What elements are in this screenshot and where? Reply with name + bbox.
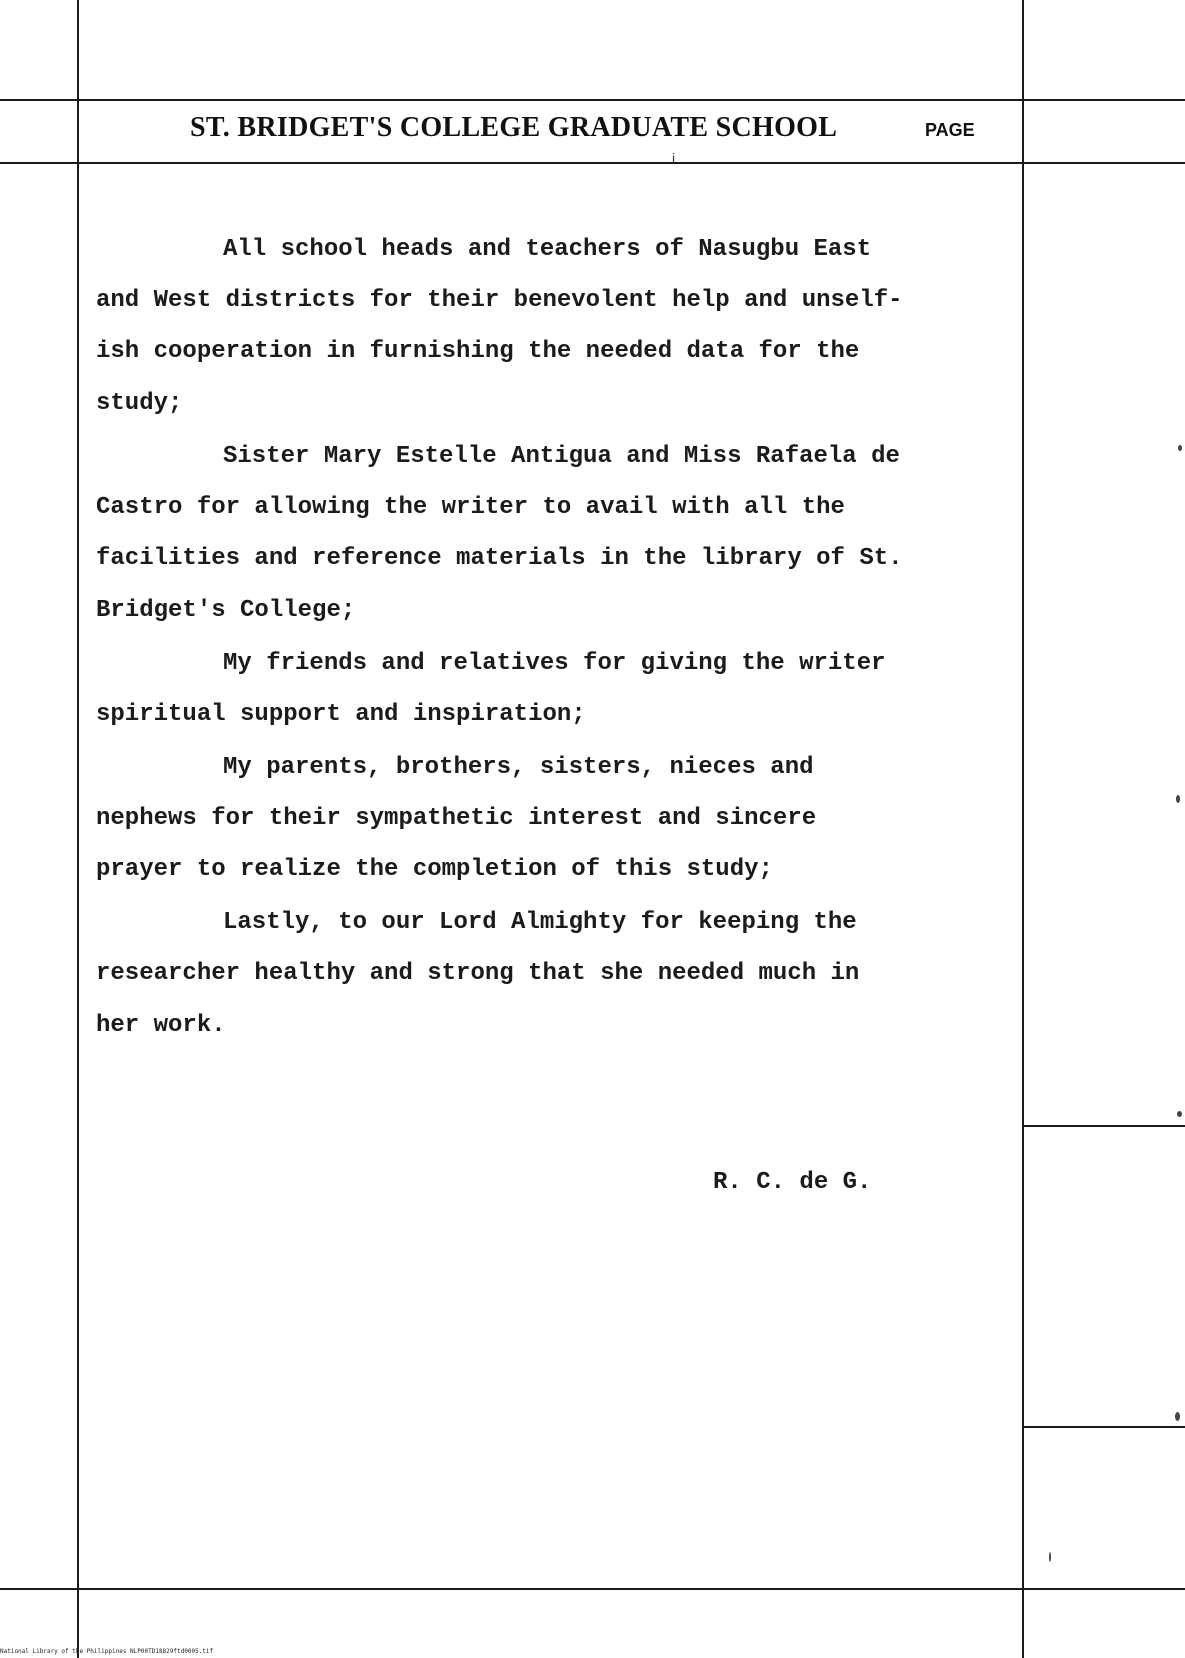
school-header-title: ST. BRIDGET'S COLLEGE GRADUATE SCHOOL: [190, 112, 838, 143]
header-bottom-rule: [0, 162, 1185, 164]
scan-speck: [1177, 1111, 1182, 1117]
paragraph-line: My friends and relatives for giving the writer: [223, 650, 886, 677]
paragraph-line: facilities and reference materials in the library of St.: [96, 545, 903, 572]
footer-rule: [0, 1588, 1185, 1590]
header-top-rule: [0, 99, 1185, 101]
archive-source-line: National Library of the Philippines NLP00TD18829ftd0005.tif: [0, 1648, 214, 1655]
paragraph-line: All school heads and teachers of Nasugbu East: [223, 236, 872, 263]
paragraph-line: and West districts for their benevolent help and unself-: [96, 287, 903, 314]
right-margin-tick-upper: [1024, 1125, 1185, 1127]
right-margin-tick-lower: [1024, 1426, 1185, 1428]
page-label: PAGE: [925, 120, 975, 140]
paragraph-line: nephews for their sympathetic interest and sincere: [96, 805, 817, 832]
scan-speck: [1176, 795, 1180, 803]
scan-speck: [1178, 445, 1182, 451]
scan-speck: [1175, 1412, 1180, 1421]
left-margin-rule: [77, 0, 79, 1658]
paragraph-line: ish cooperation in furnishing the needed data for the: [96, 338, 860, 365]
page-number: i: [672, 150, 676, 166]
author-initials: R. C. de G.: [713, 1169, 872, 1196]
paragraph-line: Sister Mary Estelle Antigua and Miss Rafaela de: [223, 443, 900, 470]
paragraph-line: My parents, brothers, sisters, nieces and: [223, 754, 814, 781]
scan-speck: [1049, 1552, 1051, 1562]
paragraph-line: her work.: [96, 1012, 226, 1039]
paragraph-line: Castro for allowing the writer to avail with all the: [96, 494, 845, 521]
right-margin-rule: [1022, 0, 1024, 1658]
paragraph-line: researcher healthy and strong that she needed much in: [96, 960, 860, 987]
paragraph-line: Lastly, to our Lord Almighty for keeping the: [223, 909, 857, 936]
paragraph-line: Bridget's College;: [96, 597, 356, 624]
paragraph-line: study;: [96, 390, 183, 417]
paragraph-line: spiritual support and inspiration;: [96, 701, 586, 728]
paragraph-line: prayer to realize the completion of this study;: [96, 856, 773, 883]
